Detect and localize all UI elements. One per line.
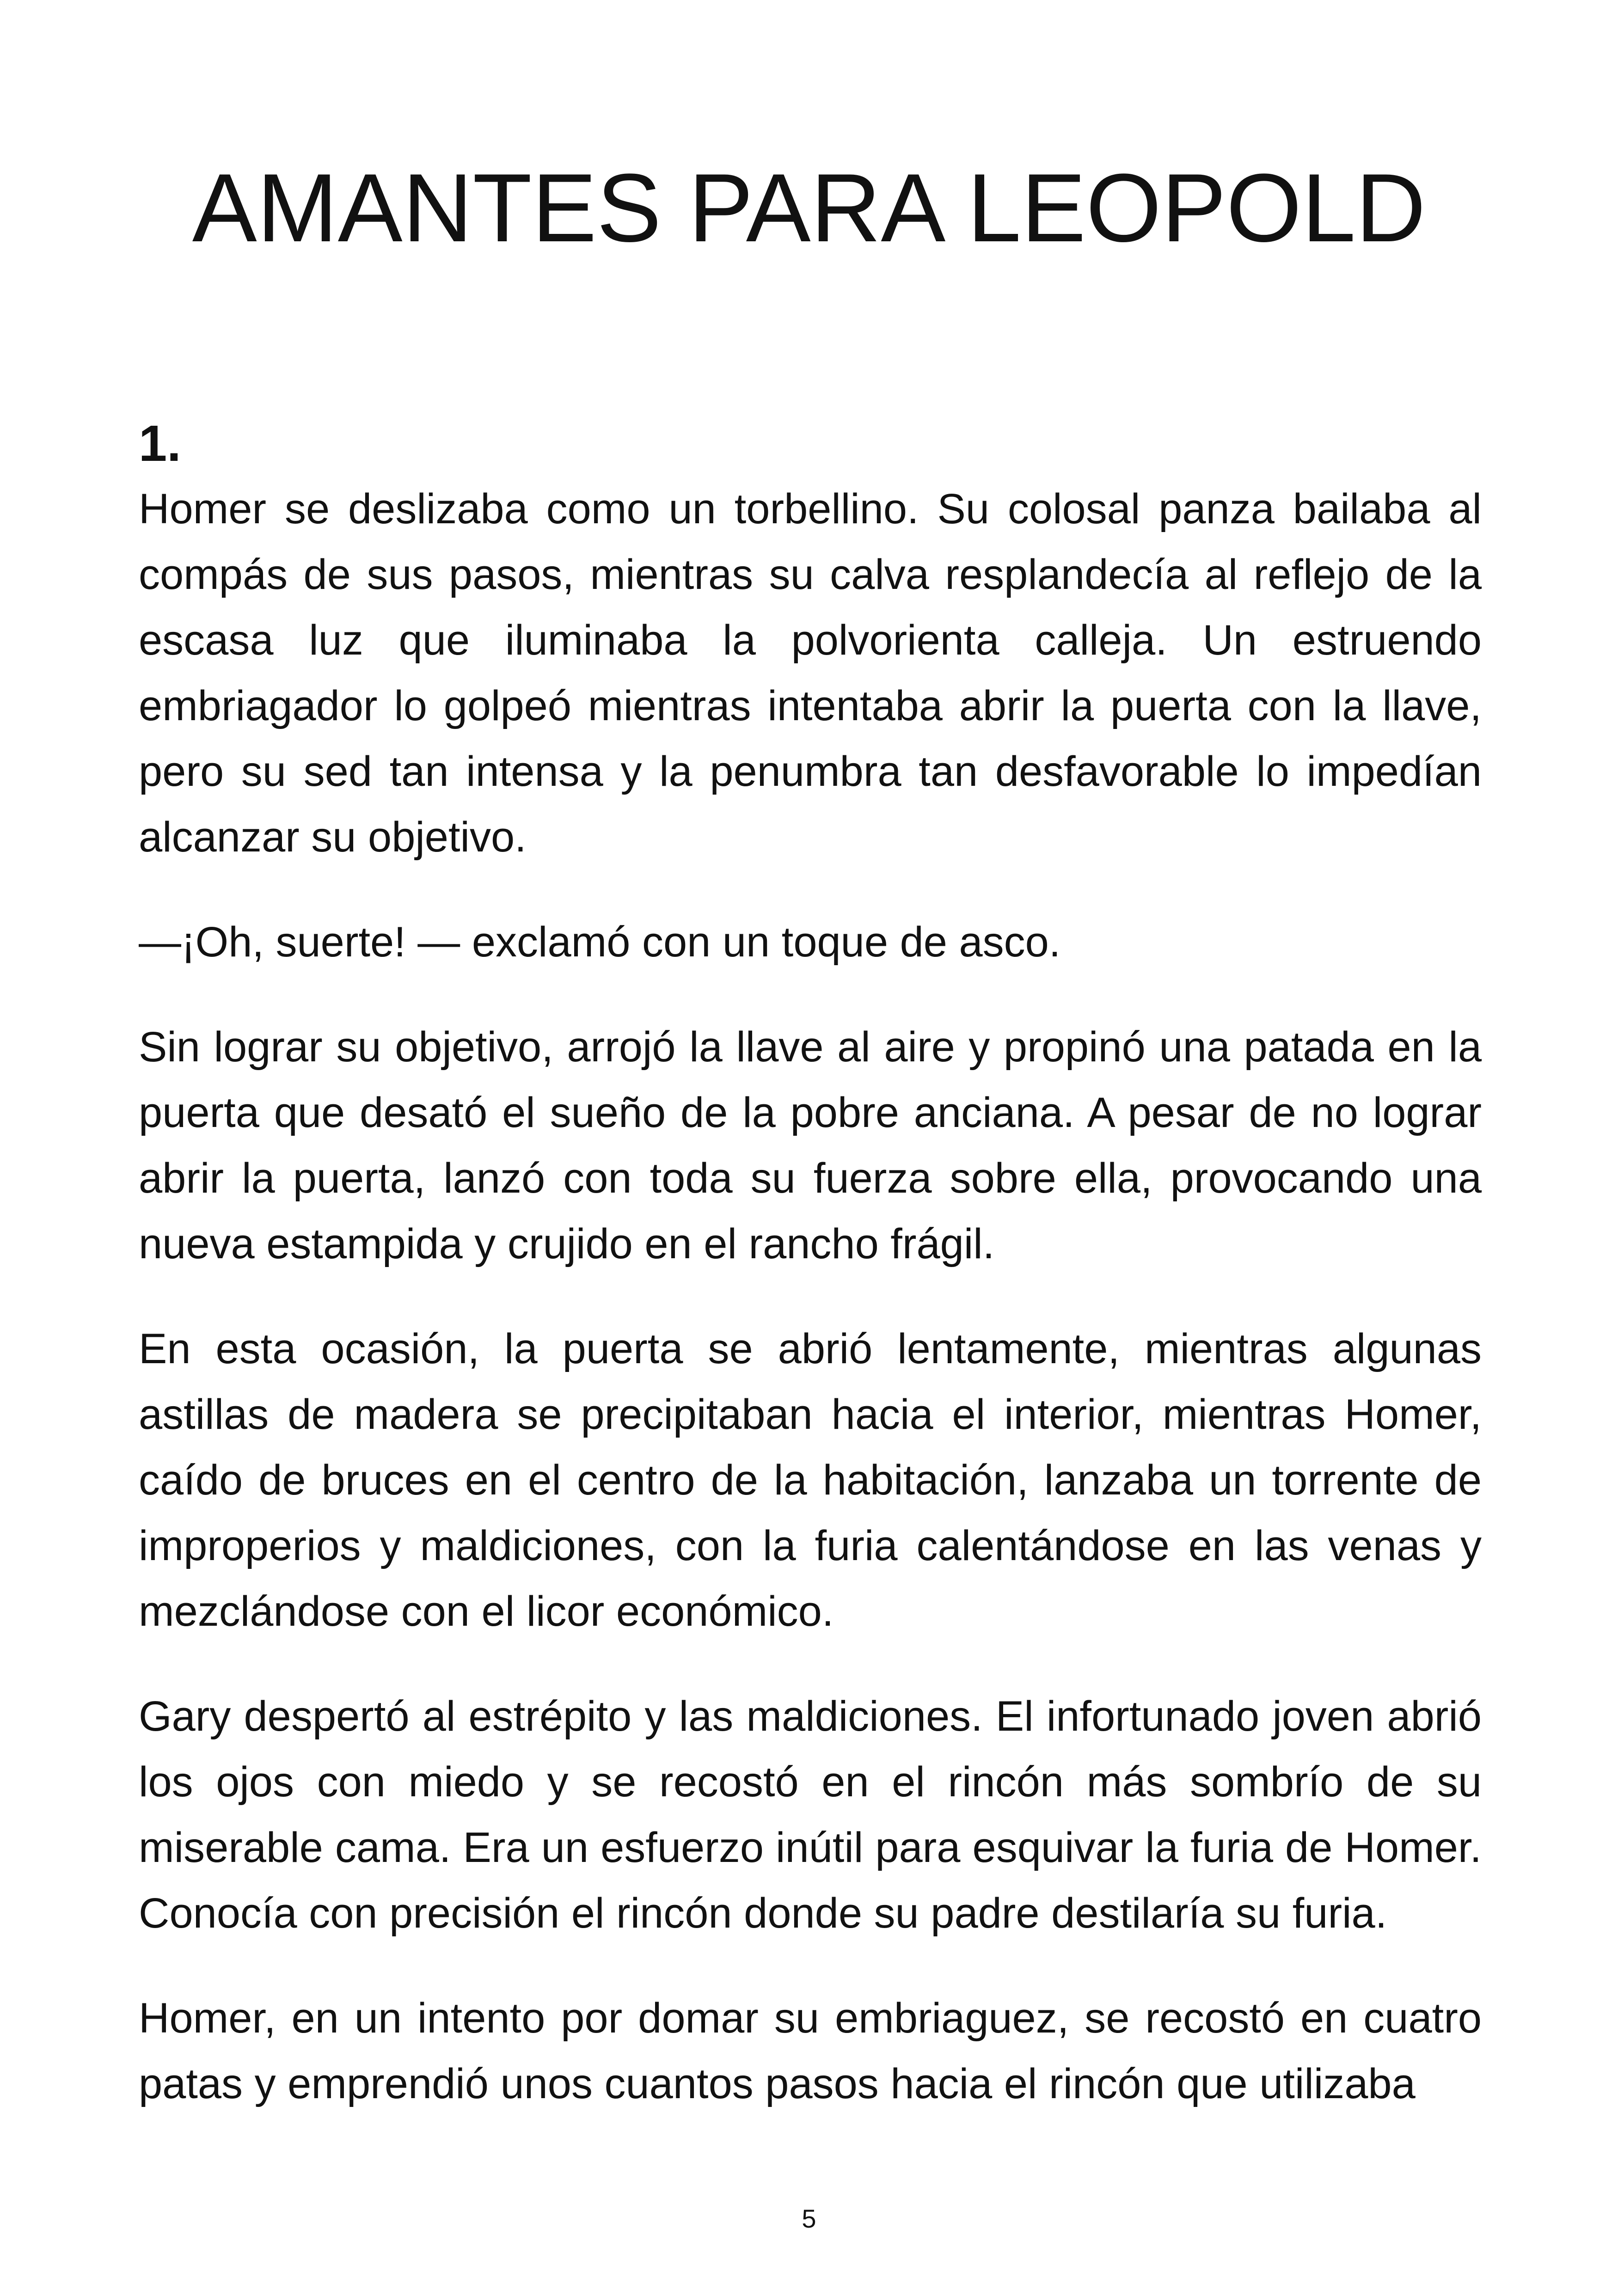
paragraph-3: Sin lograr su objetivo, arrojó la llave al aire y propinó una patada en la puerta que desató el sueño de la pobre anciana. A pesar de no lograr abrir la puerta, lanzó con toda su fuerza sobre ella, provocando una nueva estampida y crujido en el rancho frágil. [139,1023,1482,1267]
chapter-number: 1. [139,415,181,472]
page-number: 5 [802,2204,816,2233]
paragraph-5: Gary despertó al estrépito y las maldiciones. El infortunado joven abrió los ojos con miedo y se recostó en el rincón más sombrío de su miserable cama. Era un esfuerzo inútil para esquivar la furia de Homer. Conocía con precisión el rincón donde su padre destilaría su furia. [139,1693,1482,1937]
paragraph-4: En esta ocasión, la puerta se abrió lentamente, mientras algunas astillas de madera se precipitaban hacia el interior, mientras Homer, caído de bruces en el centro de la habitación, lanzaba un torrente de improperios y maldiciones, con la furia calentándose en las venas y mezclándose con el licor económico. [139,1325,1482,1635]
paragraph-2: —¡Oh, suerte! — exclamó con un toque de asco. [139,918,1061,966]
paragraph-1: Homer se deslizaba como un torbellino. Su colosal panza bailaba al compás de sus pasos, mientras su calva resplandecía al reflejo de la escasa luz que iluminaba la polvorienta calleja. Un estruendo embriagador lo golpeó mientras intentaba abrir la puerta con la llave, pero su sed tan intensa y la penumbra tan desfavorable lo impedían alcanzar su objetivo. [139,485,1482,861]
paragraph-6: Homer, en un intento por domar su embriaguez, se recostó en cuatro patas y emprendió unos cuantos pasos hacia el rincón que utilizaba [139,1995,1482,2107]
book-title: AMANTES PARA LEOPOLD [192,153,1426,262]
chapter-body [139,476,1482,2156]
